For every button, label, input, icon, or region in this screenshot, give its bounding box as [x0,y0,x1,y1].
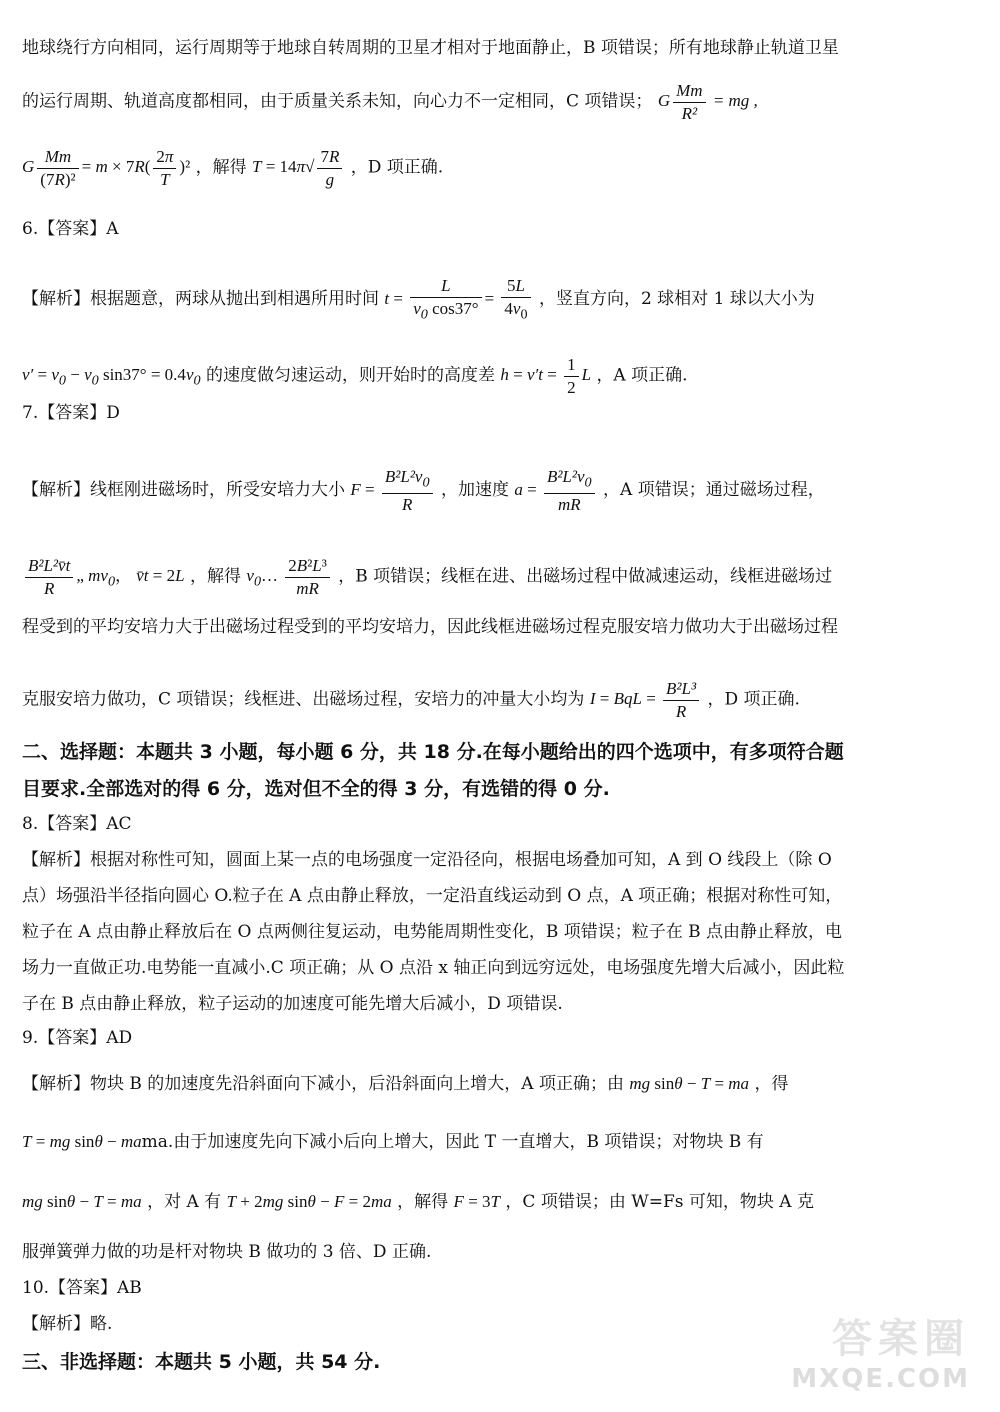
text-span: 【解析】物块 B 的加速度先沿斜面向下减小，后沿斜面向上增大，A 项正确；由 [22,1074,624,1094]
text-span: ，解得 [190,566,242,587]
text-line [22,555,978,600]
text-line: 场力一直做正功.电势能一直减小.C 项正确；从 O 点沿 x 轴正向到远穷远处，电场强度先增大后减小，因此粒 [22,958,845,978]
formula: G $\frac{Mm}{\text{(7R)²}}$ = m × 7R( $\frac{2\pi}{T}$ )² [22,147,191,189]
formula: F = $\frac{B^2L^2v_0}{R}$ [350,480,435,499]
text-span: ，B 项错误；线框在进、出磁场过程中做减速运动，线框进磁场过 [338,566,833,587]
formula: a = $\frac{B^2L^2v_0}{mR}$ [514,480,597,499]
text-line [22,466,978,516]
answer-8: 8.【答案】AC [22,814,132,834]
formula: h = v′t = $\frac{1}{2}$ L [500,355,592,397]
formula: t = $\frac{L}{v_0 \cos 37^\circ}$ = $\frac{5L}{4v_0}$ [384,289,533,308]
watermark-site: MXQE.COM [791,1364,970,1394]
text-span: ，D 项正确. [707,689,800,710]
formula: mg sinθ − T = ma [22,1192,142,1211]
formula: $v' = v_0 - v_0$ $\sin 37^\circ = 0.4v_0$ [22,365,201,389]
text-line: 粒子在 A 点由静止释放后在 O 点两侧往复运动，电势能周期性变化，B 项错误；粒子在 B 点由静止释放，电 [22,922,843,942]
text-line [22,275,978,325]
text-span: ma.由于加速度先向下减小后向上增大，因此 T 一直增大，B 项错误；对物块 B 有 [141,1132,764,1152]
text-span: ，对 A 有 [147,1192,222,1212]
text-line [22,678,978,723]
answer-6: 6.【答案】A [22,219,119,239]
formula: $v_0\dots$ $\frac{\text{2B²L³}}{mR}$ [246,566,332,585]
section-heading-2: 二、选择题：本题共 3 小题，每小题 6 分，共 18 分.在每小题给出的四个选项中，有多项符合题 [22,741,844,763]
text-span: ，C 项错误；由 W=Fs 可知，物块 A 克 [505,1192,814,1212]
watermark-brand: 答案圈 [832,1316,970,1362]
text-span: 克服安培力做功，C 项错误；线框进、出磁场过程，安培力的冲量大小均为 [22,689,585,710]
text-line: 地球绕行方向相同，运行周期等于地球自转周期的卫星才相对于地面静止，B 项错误；所有地球静止轨道卫星 [22,38,839,58]
text-line: 服弹簧弹力做的功是杆对物块 B 做功的 3 倍、D 正确. [22,1242,432,1262]
formula: G $\frac{Mm}{\text{R²}}$ = mg , [657,81,758,123]
text-span: ，D 项正确. [350,157,444,178]
answer-7: 7.【答案】D [22,403,120,423]
text-line: 【解析】略. [22,1314,113,1334]
text-line [22,1130,978,1154]
section-heading-2-cont: 目要求.全部选对的得 6 分，选对但不全的得 3 分，有选错的得 0 分. [22,778,610,800]
formula: T = mg sinθ − ma [22,1132,142,1151]
text-span: ，加速度 [440,480,509,501]
text-span: ，解得 [397,1192,449,1212]
watermark-logo [791,1307,970,1394]
text-line [22,146,978,191]
formula: $\frac{\text{B²L²v̄t}}{R}$ „ $mv_0$， v̄t = 2L [22,566,185,585]
text-span: ，得 [754,1074,789,1094]
section-heading-3: 三、非选择题：本题共 5 小题，共 54 分. [22,1351,381,1373]
text-line: 程受到的平均安培力大于出磁场过程受到的平均安培力，因此线框进磁场过程克服安培力做功大于出磁场过程 [22,617,838,637]
formula: T = 14π√ $\frac{7R}{g}$ [252,157,345,176]
answer-9: 9.【答案】AD [22,1028,133,1048]
formula: T + 2mg sinθ − F = 2ma [226,1192,392,1211]
formula: mg sinθ − T = ma [629,1074,750,1093]
text-line [22,80,978,125]
text-line [22,1072,978,1096]
text-span: 【解析】线框刚进磁场时，所受安培力大小 [22,480,345,501]
formula: F = 3T [453,1192,500,1211]
text-span: 【解析】根据题意，两球从抛出到相遇所用时间 [22,289,379,310]
text-span: ，A 项错误；通过磁场过程， [603,480,825,501]
text-span: ，解得 [195,157,247,178]
text-line [22,354,978,399]
text-span: ，A 项正确. [596,365,688,386]
text-span: 的运行周期、轨道高度都相同，由于质量关系未知，向心力不一定相同，C 项错误； [22,91,653,112]
text-span: 的速度做匀速运动，则开始时的高度差 [205,365,495,386]
text-span: ，竖直方向，2 球相对 1 球以大小为 [538,289,815,310]
text-line [22,1190,978,1214]
formula: I = BqL = $\frac{\text{B²L³}}{R}$ [590,689,702,708]
text-line: 点）场强沿半径指向圆心 O.粒子在 A 点由静止释放，一定沿直线运动到 O 点，A 项正确；根据对称性可知， [22,886,843,906]
text-line: 子在 B 点由静止释放，粒子运动的加速度可能先增大后减小，D 项错误. [22,994,563,1014]
answer-10: 10.【答案】AB [22,1278,142,1298]
text-line: 【解析】根据对称性可知，圆面上某一点的电场强度一定沿径向，根据电场叠加可知，A 到 O 线段上（除 O [22,850,832,870]
